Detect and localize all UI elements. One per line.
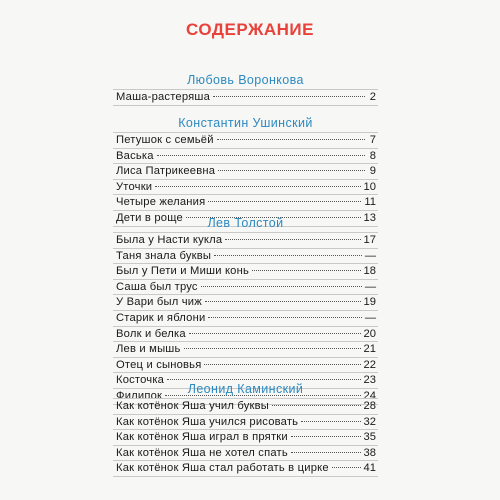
entry-page-number: 13 [363,211,376,224]
toc-entry[interactable] [113,342,378,358]
entry-title: Дети в роще [116,211,183,224]
toc-entry[interactable] [113,430,378,446]
dot-leader [204,364,360,365]
dot-leader [272,405,361,406]
toc-entry[interactable] [113,89,378,106]
entry-page-number: 11 [364,196,376,209]
toc-entry[interactable] [113,327,378,343]
toc-entry[interactable] [113,249,378,265]
author-heading: Любовь Воронкова [187,73,304,87]
toc-entry[interactable] [113,461,378,477]
entry-title: Косточка [116,374,165,387]
entry-page-number: 28 [363,400,376,412]
toc-list [113,232,378,405]
dot-leader [157,155,365,156]
dot-leader [217,139,365,140]
dot-leader [205,301,361,302]
entry-page-number: 22 [363,358,376,371]
dot-leader [301,421,360,422]
entry-page-number: 18 [363,265,376,278]
toc-entry[interactable] [113,264,378,280]
toc-section [113,380,378,477]
toc-entry[interactable] [113,415,378,431]
entry-title: У Вари был чиж [116,296,202,309]
entry-title: Маша-растеряша [116,91,210,103]
entry-title: Лиса Патрикеевна [116,165,216,178]
entry-page-number: 2 [369,91,376,103]
entry-title: Как котёнок Яша стал работать в цирке [116,462,329,475]
toc-entry[interactable] [113,149,378,165]
entry-title: Филипок [116,389,163,402]
entry-title: Как котёнок Яша учил буквы [116,400,270,412]
entry-title: Четыре желания [116,196,206,209]
dot-leader [252,270,361,271]
toc-entry[interactable] [113,132,378,149]
entry-page-number: 7 [369,134,376,146]
toc-list [113,89,378,106]
toc-section [113,114,378,227]
dot-leader [218,170,365,171]
toc-entry[interactable] [113,398,378,415]
entry-title: Отец и сыновья [116,358,202,371]
entry-page-number: 35 [363,431,376,444]
entry-title: Лев и мышь [116,343,181,356]
entry-page-number: — [364,311,376,324]
dot-leader [291,452,361,453]
entry-title: Как котёнок Яша не хотел спать [116,446,288,459]
entry-title: Васька [116,149,154,162]
entry-title: Петушок с семьёй [116,134,214,146]
dot-leader [225,239,360,240]
toc-entry[interactable] [113,164,378,180]
entry-page-number: 41 [363,462,376,475]
toc-list [113,398,378,477]
toc-entry[interactable] [113,195,378,211]
author-heading: Леонид Каминский [187,382,304,396]
entry-title: Как котёнок Яша играл в прятки [116,431,288,444]
entry-title: Был у Пети и Миши конь [116,265,250,278]
entry-page-number: 17 [363,234,376,246]
entry-title: Волк и белка [116,327,186,340]
author-heading: Константин Ушинский [178,116,313,130]
dot-leader [208,317,361,318]
entry-title: Уточки [116,180,153,193]
entry-page-number: — [364,280,376,293]
entry-title: Как котёнок Яша учился рисовать [116,415,299,428]
dot-leader [189,333,361,334]
entry-page-number: 20 [363,327,376,340]
dot-leader [184,348,361,349]
entry-page-number: 8 [369,149,376,162]
toc-entry[interactable] [113,232,378,249]
dot-leader [155,186,360,187]
entry-page-number: 32 [363,415,376,428]
toc-section [113,214,378,405]
dot-leader [213,96,365,97]
dot-leader [214,255,362,256]
toc-entry[interactable] [113,180,378,196]
toc-list [113,132,378,227]
entry-page-number: 9 [369,165,376,178]
author-heading: Лев Толстой [207,216,284,230]
toc-section [113,71,378,106]
toc-entry[interactable] [113,280,378,296]
toc-entry[interactable] [113,311,378,327]
entry-title: Саша был трус [116,280,198,293]
dot-leader [291,436,361,437]
entry-title: Была у Насти кукла [116,234,223,246]
entry-page-number: 23 [363,374,376,387]
entry-page-number: 24 [363,389,376,402]
entry-page-number: — [364,249,376,262]
dot-leader [201,286,362,287]
page-title: СОДЕРЖАНИЕ [186,20,314,39]
toc-entry[interactable] [113,295,378,311]
entry-page-number: 21 [363,343,376,356]
entry-page-number: 19 [363,296,376,309]
entry-title: Таня знала буквы [116,249,212,262]
entry-title: Старик и яблони [116,311,206,324]
dot-leader [208,201,361,202]
toc-entry[interactable] [113,358,378,374]
toc-entry[interactable] [113,446,378,462]
dot-leader [332,467,361,468]
entry-page-number: 38 [363,446,376,459]
entry-page-number: 10 [363,180,376,193]
